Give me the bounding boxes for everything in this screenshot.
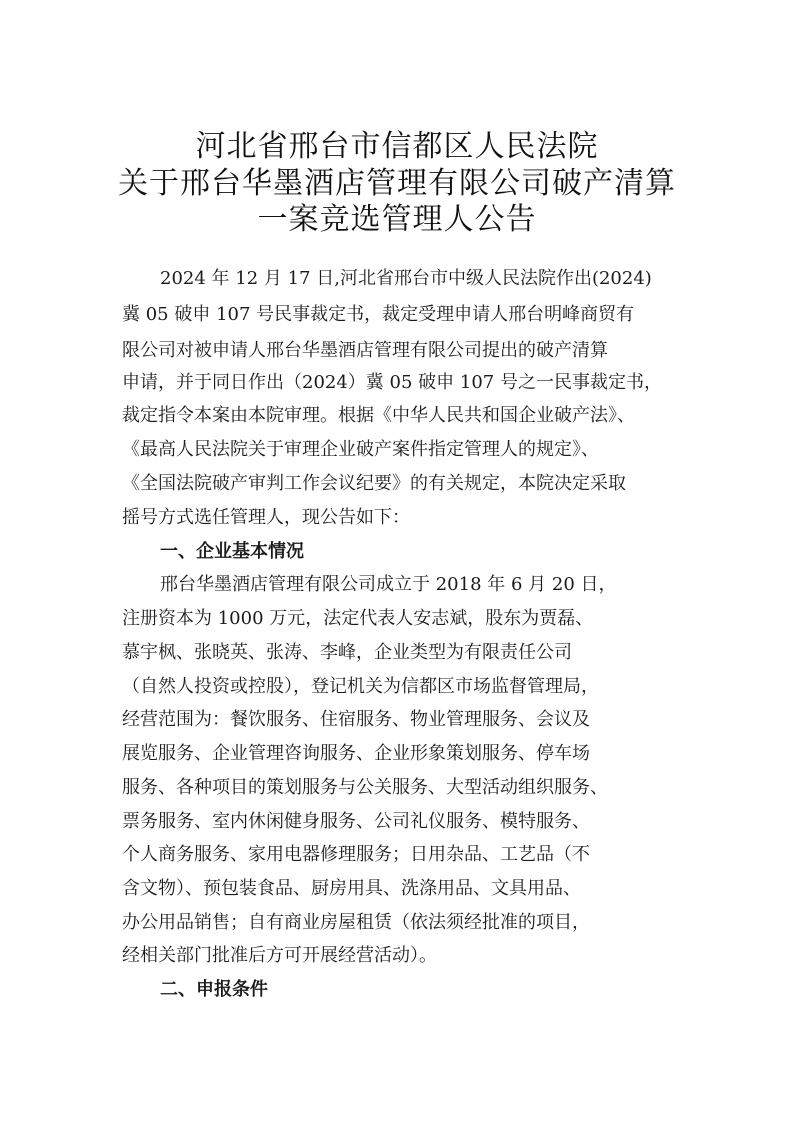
document-title-line-1: 河北省邢台市信都区人民法院 xyxy=(195,129,599,164)
intro-line: 申请，并于同日作出（2024）冀 05 破申 107 号之一民事裁定书， xyxy=(122,372,662,393)
document-title-line-2: 关于邢台华墨酒店管理有限公司破产清算 xyxy=(118,166,676,201)
section1-line: 个人商务服务、家用电器修理服务；日用杂品、工艺品（不 xyxy=(122,844,590,865)
section-heading-basic-info: 一、企业基本情况 xyxy=(160,541,304,562)
section1-line: 慕宇枫、张晓英、张涛、李峰，企业类型为有限责任公司 xyxy=(122,642,572,663)
intro-line: 摇号方式选任管理人，现公告如下： xyxy=(122,507,410,528)
intro-line: 裁定指令本案由本院审理。根据《中华人民共和国企业破产法》、 xyxy=(122,405,635,426)
section1-line: 服务、各种项目的策划服务与公关服务、大型活动组织服务、 xyxy=(122,777,608,798)
section1-line: 办公用品销售；自有商业房屋租赁（依法须经批准的项目， xyxy=(122,912,590,933)
intro-line: 《全国法院破产审判工作会议纪要》的有关规定，本院决定采取 xyxy=(122,473,626,494)
intro-line: 冀 05 破申 107 号民事裁定书，裁定受理申请人邢台明峰商贸有 xyxy=(122,304,635,325)
intro-line: 限公司对被申请人邢台华墨酒店管理有限公司提出的破产清算 xyxy=(122,340,608,361)
section1-line: 经营范围为：餐饮服务、住宿服务、物业管理服务、会议及 xyxy=(122,709,590,730)
section-heading-application-conditions: 二、申报条件 xyxy=(160,979,268,1000)
section1-line: 邢台华墨酒店管理有限公司成立于 2018 年 6 月 20 日， xyxy=(160,574,617,595)
section1-line: 注册资本为 1000 万元，法定代表人安志斌，股东为贾磊、 xyxy=(122,608,594,629)
document-title-line-3: 一案竞选管理人公告 xyxy=(257,202,537,237)
section1-line: （自然人投资或控股），登记机关为信都区市场监督管理局， xyxy=(122,676,599,697)
section1-line: 展览服务、企业管理咨询服务、企业形象策划服务、停车场 xyxy=(122,743,590,764)
intro-line: 《最高人民法院关于审理企业破产案件指定管理人的规定》、 xyxy=(122,439,599,460)
section1-line: 含文物）、预包装食品、厨房用具、洗涤用品、文具用品、 xyxy=(122,878,581,899)
intro-line: 2024 年 12 月 17 日,河北省邢台市中级人民法院作出(2024) xyxy=(160,268,652,289)
section1-line: 经相关部门批准后方可开展经营活动）。 xyxy=(122,945,437,966)
section1-line: 票务服务、室内休闲健身服务、公司礼仪服务、模特服务、 xyxy=(122,811,590,832)
